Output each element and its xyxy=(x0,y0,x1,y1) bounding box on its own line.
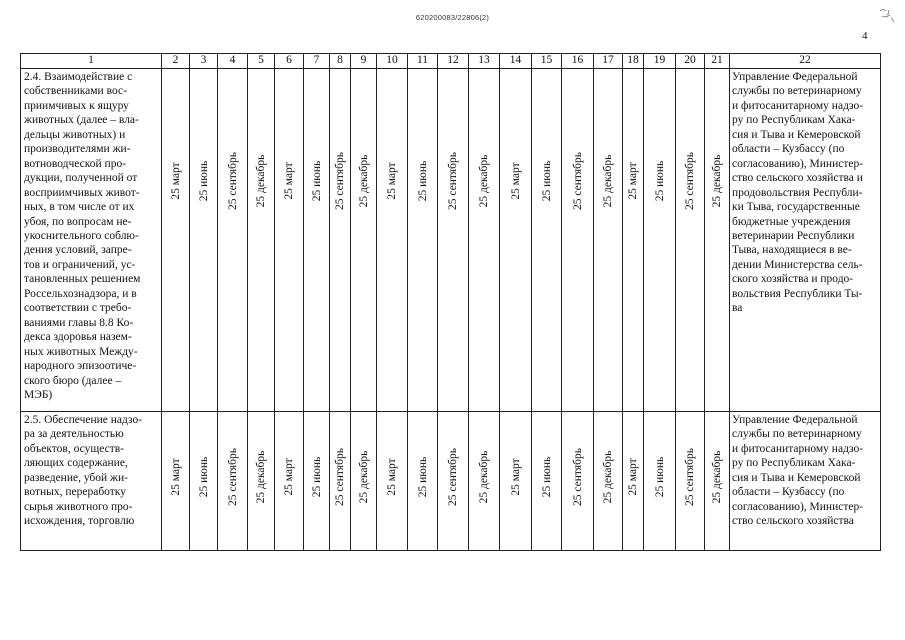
responsible-line: дении Министерства сель- xyxy=(732,258,863,271)
deadline-date: 25 июнь xyxy=(310,160,323,202)
date-cell xyxy=(408,412,438,551)
responsible-line: сия и Тыва и Кемеровской xyxy=(732,128,861,141)
deadline-date: 25 декабрь xyxy=(711,450,723,504)
deadline-date: 25 март xyxy=(283,162,295,200)
responsible-line: ру по Республикам Хака- xyxy=(732,457,856,470)
responsible-line: и фитосанитарному надзо- xyxy=(732,442,864,455)
activity-cell xyxy=(21,69,162,412)
deadline-date: 25 июнь xyxy=(310,456,323,498)
deadline-date: 25 сентябрь xyxy=(334,448,346,506)
activity-line: соответствии с требо- xyxy=(24,302,132,315)
activity-line: дения условий, запре- xyxy=(24,244,132,257)
responsible-line: службы по ветеринарному xyxy=(732,428,862,441)
activity-line: животных (далее – вла- xyxy=(24,114,139,127)
column-header: 6 xyxy=(275,54,304,69)
header-row xyxy=(21,54,881,69)
date-cell xyxy=(377,69,408,412)
date-cell xyxy=(594,412,623,551)
activity-line: дукции, полученной от xyxy=(24,172,138,185)
deadline-date: 25 сентябрь xyxy=(571,152,584,210)
deadline-date: 25 март xyxy=(169,162,182,200)
column-header: 4 xyxy=(218,54,248,69)
activity-line: 2.5. Обеспечение надзо- xyxy=(24,414,143,426)
activity-line: Россельхознадзора, и в xyxy=(24,287,137,300)
deadline-date: 25 март xyxy=(509,458,522,496)
deadline-date: 25 сентябрь xyxy=(684,152,696,210)
column-header: 21 xyxy=(705,54,730,69)
column-header: 16 xyxy=(562,54,594,69)
deadline-date: 25 декабрь xyxy=(357,154,370,208)
deadline-date: 25 июнь xyxy=(540,160,553,202)
date-cell xyxy=(438,69,469,412)
responsible-line: Управление Федеральной xyxy=(732,414,858,426)
column-header: 19 xyxy=(644,54,676,69)
responsible-line: ва xyxy=(732,302,743,315)
deadline-date: 25 июнь xyxy=(197,456,210,498)
column-header: 2 xyxy=(162,54,190,69)
date-cell xyxy=(218,412,248,551)
deadline-date: 25 декабрь xyxy=(255,450,267,504)
responsible-line: ру по Республикам Хака- xyxy=(732,114,856,127)
date-cell xyxy=(705,69,730,412)
activity-line: сырья животного про- xyxy=(24,500,133,513)
deadline-date: 25 март xyxy=(509,162,522,200)
deadline-date: 25 декабрь xyxy=(602,154,614,208)
deadline-date: 25 март xyxy=(386,458,398,496)
responsible-line: бюджетные учреждения xyxy=(732,215,851,228)
activity-line: убоя, по вопросам не- xyxy=(24,215,132,228)
date-cell xyxy=(500,69,532,412)
responsible-line: ки Тыва, государственные xyxy=(732,201,860,214)
date-cell xyxy=(623,412,644,551)
activity-line: вотноводческой про- xyxy=(24,157,127,170)
date-cell xyxy=(351,412,377,551)
deadline-date: 25 март xyxy=(386,162,398,200)
deadline-date: 25 декабрь xyxy=(711,154,723,208)
column-header: 14 xyxy=(500,54,532,69)
responsible-line: сия и Тыва и Кемеровской xyxy=(732,471,861,484)
deadline-date: 25 декабрь xyxy=(255,154,267,208)
column-header: 7 xyxy=(304,54,330,69)
date-cell xyxy=(162,69,190,412)
date-cell xyxy=(304,69,330,412)
date-cell xyxy=(190,69,218,412)
activity-line: ваниями главы 8.8 Ко- xyxy=(24,316,134,329)
date-cell xyxy=(190,412,218,551)
activity-line: приимчивых к ящуру xyxy=(24,99,129,112)
activity-line: народного эпизоотиче- xyxy=(24,360,137,373)
deadline-date: 25 сентябрь xyxy=(226,448,239,506)
deadline-date: 25 сентябрь xyxy=(684,448,696,506)
date-cell xyxy=(162,412,190,551)
deadline-date: 25 сентябрь xyxy=(447,152,459,210)
date-cell xyxy=(330,412,351,551)
deadline-date: 25 сентябрь xyxy=(226,152,239,210)
document-number: 620200083/22806(2) xyxy=(415,13,490,22)
activity-line: МЭБ) xyxy=(24,388,53,401)
table-row xyxy=(21,412,881,551)
activity-line: тов и ограничений, ус- xyxy=(24,258,136,271)
deadline-date: 25 июнь xyxy=(197,160,210,202)
date-cell xyxy=(500,412,532,551)
date-cell xyxy=(532,69,562,412)
activity-line: объектов, осуществ- xyxy=(24,442,124,455)
activity-cell xyxy=(21,412,162,551)
table-row xyxy=(21,69,881,412)
responsible-line: ство сельского хозяйства и xyxy=(732,172,863,185)
activity-line: разведение, убой жи- xyxy=(24,471,128,484)
activity-line: исхождения, торговлю xyxy=(24,515,135,528)
deadline-date: 25 декабрь xyxy=(357,450,370,504)
date-cell xyxy=(644,412,676,551)
date-cell xyxy=(562,412,594,551)
column-header: 22 xyxy=(730,54,881,69)
date-cell xyxy=(330,69,351,412)
deadline-date: 25 сентябрь xyxy=(571,448,584,506)
activity-line: ных, в том числе от их xyxy=(24,201,135,214)
responsible-line: продовольствия Республи- xyxy=(732,186,863,199)
date-cell xyxy=(562,69,594,412)
responsible-line: области – Кузбассу (по xyxy=(732,486,845,499)
date-cell xyxy=(275,412,304,551)
activity-line: ляющих содержание, xyxy=(24,457,128,470)
column-header: 11 xyxy=(408,54,438,69)
responsible-line: согласованию), Министер- xyxy=(732,500,864,513)
date-cell xyxy=(623,69,644,412)
responsible-cell xyxy=(730,412,881,551)
deadline-date: 25 декабрь xyxy=(478,154,490,208)
activity-line: ского бюро (далее – xyxy=(24,374,122,387)
column-header: 1 xyxy=(21,54,162,69)
activity-line: восприимчивых живот- xyxy=(24,186,140,199)
date-cell xyxy=(676,69,705,412)
deadline-date: 25 декабрь xyxy=(602,450,614,504)
date-cell xyxy=(676,412,705,551)
deadline-date: 25 март xyxy=(169,458,182,496)
schedule-table xyxy=(20,53,881,551)
date-cell xyxy=(644,69,676,412)
date-cell xyxy=(469,69,500,412)
date-cell xyxy=(304,412,330,551)
column-header: 3 xyxy=(190,54,218,69)
deadline-date: 25 июнь xyxy=(653,456,666,498)
activity-line: 2.4. Взаимодействие с xyxy=(24,71,133,83)
responsible-line: Управление Федеральной xyxy=(732,71,858,83)
activity-line: тановленных решением xyxy=(24,273,141,286)
corner-mark-icon xyxy=(876,6,898,24)
date-cell xyxy=(275,69,304,412)
deadline-date: 25 сентябрь xyxy=(447,448,459,506)
deadline-date: 25 июнь xyxy=(540,456,553,498)
date-cell xyxy=(248,69,275,412)
deadline-date: 25 сентябрь xyxy=(334,152,346,210)
deadline-date: 25 июнь xyxy=(416,456,429,498)
column-header: 5 xyxy=(248,54,275,69)
date-cell xyxy=(438,412,469,551)
responsible-line: Тыва, находящиеся в ве- xyxy=(732,244,852,257)
column-header: 12 xyxy=(438,54,469,69)
date-cell xyxy=(532,412,562,551)
responsible-line: вольствия Республики Ты- xyxy=(732,287,863,300)
activity-line: вотных, переработку xyxy=(24,486,126,499)
deadline-date: 25 март xyxy=(283,458,295,496)
page-number: 4 xyxy=(862,30,868,42)
activity-line: дельцы животных) и xyxy=(24,128,126,141)
date-cell xyxy=(248,412,275,551)
activity-line: декса здоровья назем- xyxy=(24,331,132,344)
activity-line: ра за деятельностью xyxy=(24,428,124,441)
date-cell xyxy=(594,69,623,412)
responsible-line: ство сельского хозяйства xyxy=(732,515,854,528)
responsible-line: ского хозяйства и продо- xyxy=(732,273,854,286)
responsible-cell xyxy=(730,69,881,412)
column-header: 15 xyxy=(532,54,562,69)
responsible-line: области – Кузбассу (по xyxy=(732,143,845,156)
column-header: 9 xyxy=(351,54,377,69)
column-header: 17 xyxy=(594,54,623,69)
responsible-line: и фитосанитарному надзо- xyxy=(732,99,864,112)
column-header: 8 xyxy=(330,54,351,69)
column-header: 10 xyxy=(377,54,408,69)
date-cell xyxy=(351,69,377,412)
activity-line: укоснительного соблю- xyxy=(24,229,139,242)
activity-line: ных животных Между- xyxy=(24,345,138,358)
date-cell xyxy=(705,412,730,551)
deadline-date: 25 март xyxy=(627,458,639,496)
responsible-line: ветеринарии Республики xyxy=(732,229,855,242)
column-header: 18 xyxy=(623,54,644,69)
date-cell xyxy=(469,412,500,551)
column-header: 13 xyxy=(469,54,500,69)
column-header: 20 xyxy=(676,54,705,69)
responsible-line: согласованию), Министер- xyxy=(732,157,864,170)
date-cell xyxy=(218,69,248,412)
activity-line: собственниками вос- xyxy=(24,85,127,98)
responsible-line: службы по ветеринарному xyxy=(732,85,862,98)
deadline-date: 25 июнь xyxy=(653,160,666,202)
deadline-date: 25 март xyxy=(627,162,639,200)
activity-line: производителями жи- xyxy=(24,143,131,156)
deadline-date: 25 декабрь xyxy=(478,450,490,504)
date-cell xyxy=(377,412,408,551)
date-cell xyxy=(408,69,438,412)
deadline-date: 25 июнь xyxy=(416,160,429,202)
